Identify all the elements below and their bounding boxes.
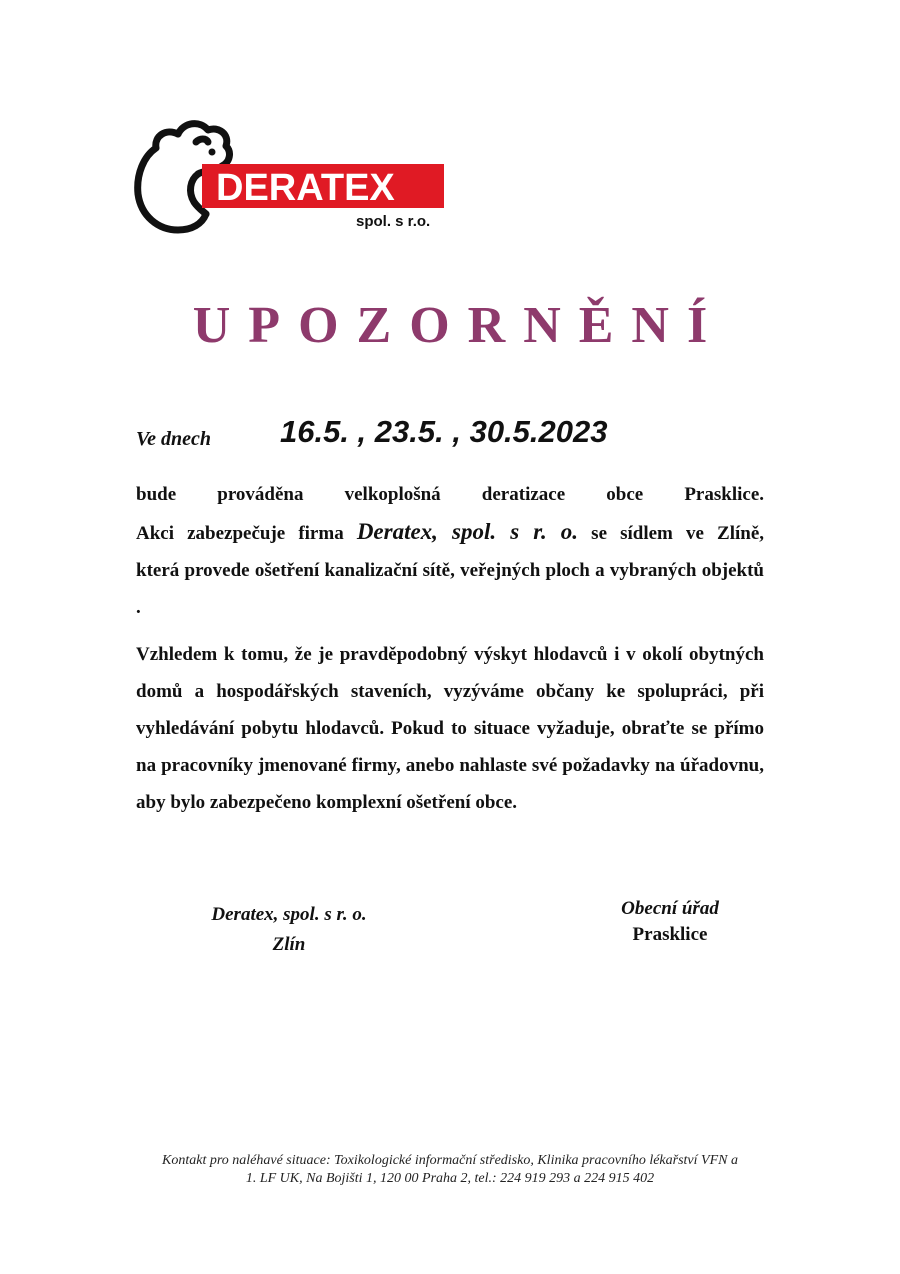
signature-office-name: Obecní úřad xyxy=(621,898,719,919)
signature-office-village: Prasklice xyxy=(632,924,708,945)
notice-body xyxy=(136,476,764,821)
emergency-contact-footer xyxy=(120,1152,780,1188)
logo-suffix-text: spol. s r.o. xyxy=(356,213,431,230)
signature-firm-city: Zlín xyxy=(272,934,306,955)
mouse-logo-icon xyxy=(134,116,454,236)
signature-firm xyxy=(184,900,394,960)
signature-firm-name: Deratex, spol. s r. o. xyxy=(211,904,367,925)
dates-row xyxy=(136,414,776,464)
footer-line-2: 1. LF UK, Na Bojišti 1, 120 00 Praha 2, tel.: 224 919 293 a 224 915 402 xyxy=(245,1171,655,1186)
deratex-logo xyxy=(134,116,454,236)
paragraph-3: která provede ošetření kanalizační sítě, veřejných ploch a vybraných objektů . xyxy=(136,560,764,618)
paragraph-2 xyxy=(136,513,764,552)
dates-value: 16.5. , 23.5. , 30.5.2023 xyxy=(280,414,608,449)
paragraph-4: Vzhledem k tomu, že je pravděpodobný výskyt hlodavců i v okolí obytných domů a hospodářských staveních, vyzýváme občany ke spolupráci, při vyhledávání pobytu hlodavců. Pokud to situace vyžaduje, obraťte se přímo na pracovníky jmenované firmy, anebo nahlaste své požadavky na úřadovnu, aby bylo zabezpečeno komplexní ošetření obce. xyxy=(136,644,764,813)
footer-line-1: Kontakt pro naléhavé situace: Toxikologické informační středisko, Klinika pracovního lékařství VFN a xyxy=(162,1153,738,1168)
paragraph-1: bude prováděna velkoplošná deratizace obce Prasklice. xyxy=(136,484,764,505)
paragraph-2-end: se sídlem ve Zlíně, xyxy=(591,523,764,544)
dates-prefix: Ve dnech xyxy=(136,428,211,450)
signature-office xyxy=(600,896,740,948)
logo-brand-text: DERATEX xyxy=(216,167,395,209)
firm-name: Deratex, spol. s r. o. xyxy=(356,519,579,544)
page-title: UPOZORNĚNÍ xyxy=(192,297,726,354)
paragraph-2-start: Akci zabezpečuje firma xyxy=(136,523,344,544)
